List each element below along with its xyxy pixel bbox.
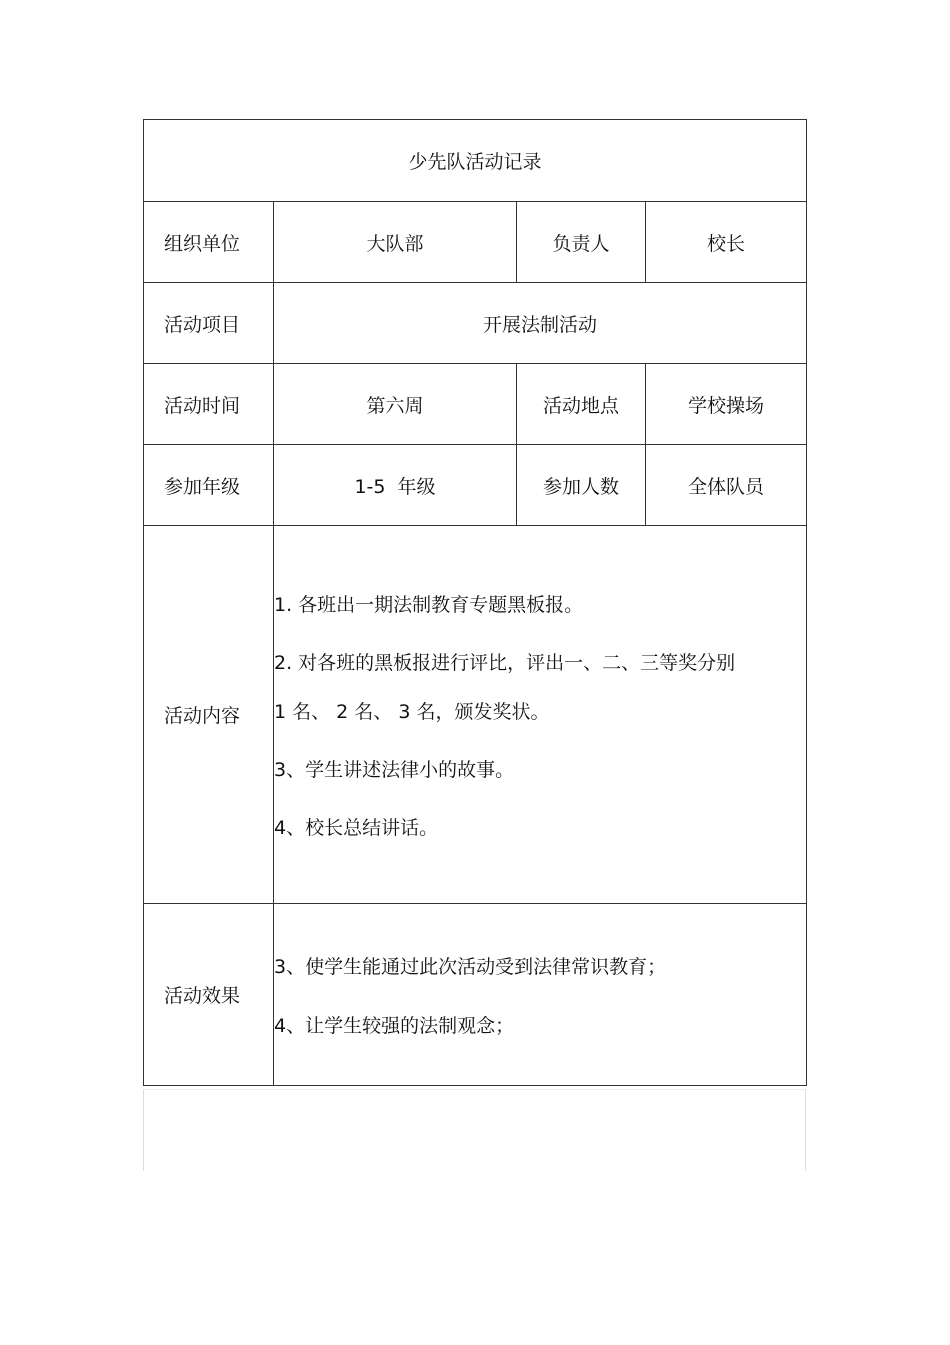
content-line-5: 4、校长总结讲话。: [274, 817, 439, 839]
place-label: 活动地点: [517, 364, 646, 445]
count-value: 全体队员: [646, 445, 807, 526]
grade-row: [144, 445, 807, 526]
effect-line-1: 3、使学生能通过此次活动受到法律常识教育；: [274, 956, 667, 978]
activity-record-table: [143, 119, 807, 1086]
effect-line-2: 4、让学生较强的法制观念；: [274, 1015, 515, 1037]
title-row: [144, 120, 807, 202]
content-body: [274, 526, 807, 904]
record-title: 少先队活动记录: [144, 120, 807, 202]
grade-label: 参加年级: [144, 445, 274, 526]
content-line-2: 2. 对各班的黑板报进行评比，评出一、二、三等奖分别: [274, 652, 736, 674]
content-line-3: 1 名、 2 名、 3 名，颁发奖状。: [274, 701, 550, 723]
time-value: 第六周: [274, 364, 517, 445]
content-label: 活动内容: [144, 526, 274, 904]
project-row: [144, 283, 807, 364]
time-label: 活动时间: [144, 364, 274, 445]
person-label: 负责人: [517, 202, 646, 283]
time-row: [144, 364, 807, 445]
org-row: [144, 202, 807, 283]
org-value: 大队部: [274, 202, 517, 283]
empty-trailing-frame: [143, 1089, 806, 1171]
project-value: 开展法制活动: [274, 283, 807, 364]
content-row: [144, 526, 807, 904]
effect-body: [274, 904, 807, 1086]
effect-row: [144, 904, 807, 1086]
org-label: 组织单位: [144, 202, 274, 283]
content-line-4: 3、学生讲述法律小的故事。: [274, 759, 515, 781]
content-line-1: 1. 各班出一期法制教育专题黑板报。: [274, 594, 584, 616]
effect-label: 活动效果: [144, 904, 274, 1086]
place-value: 学校操场: [646, 364, 807, 445]
count-label: 参加人数: [517, 445, 646, 526]
person-value: 校长: [646, 202, 807, 283]
project-label: 活动项目: [144, 283, 274, 364]
grade-value: 1-5 年级: [274, 445, 517, 526]
